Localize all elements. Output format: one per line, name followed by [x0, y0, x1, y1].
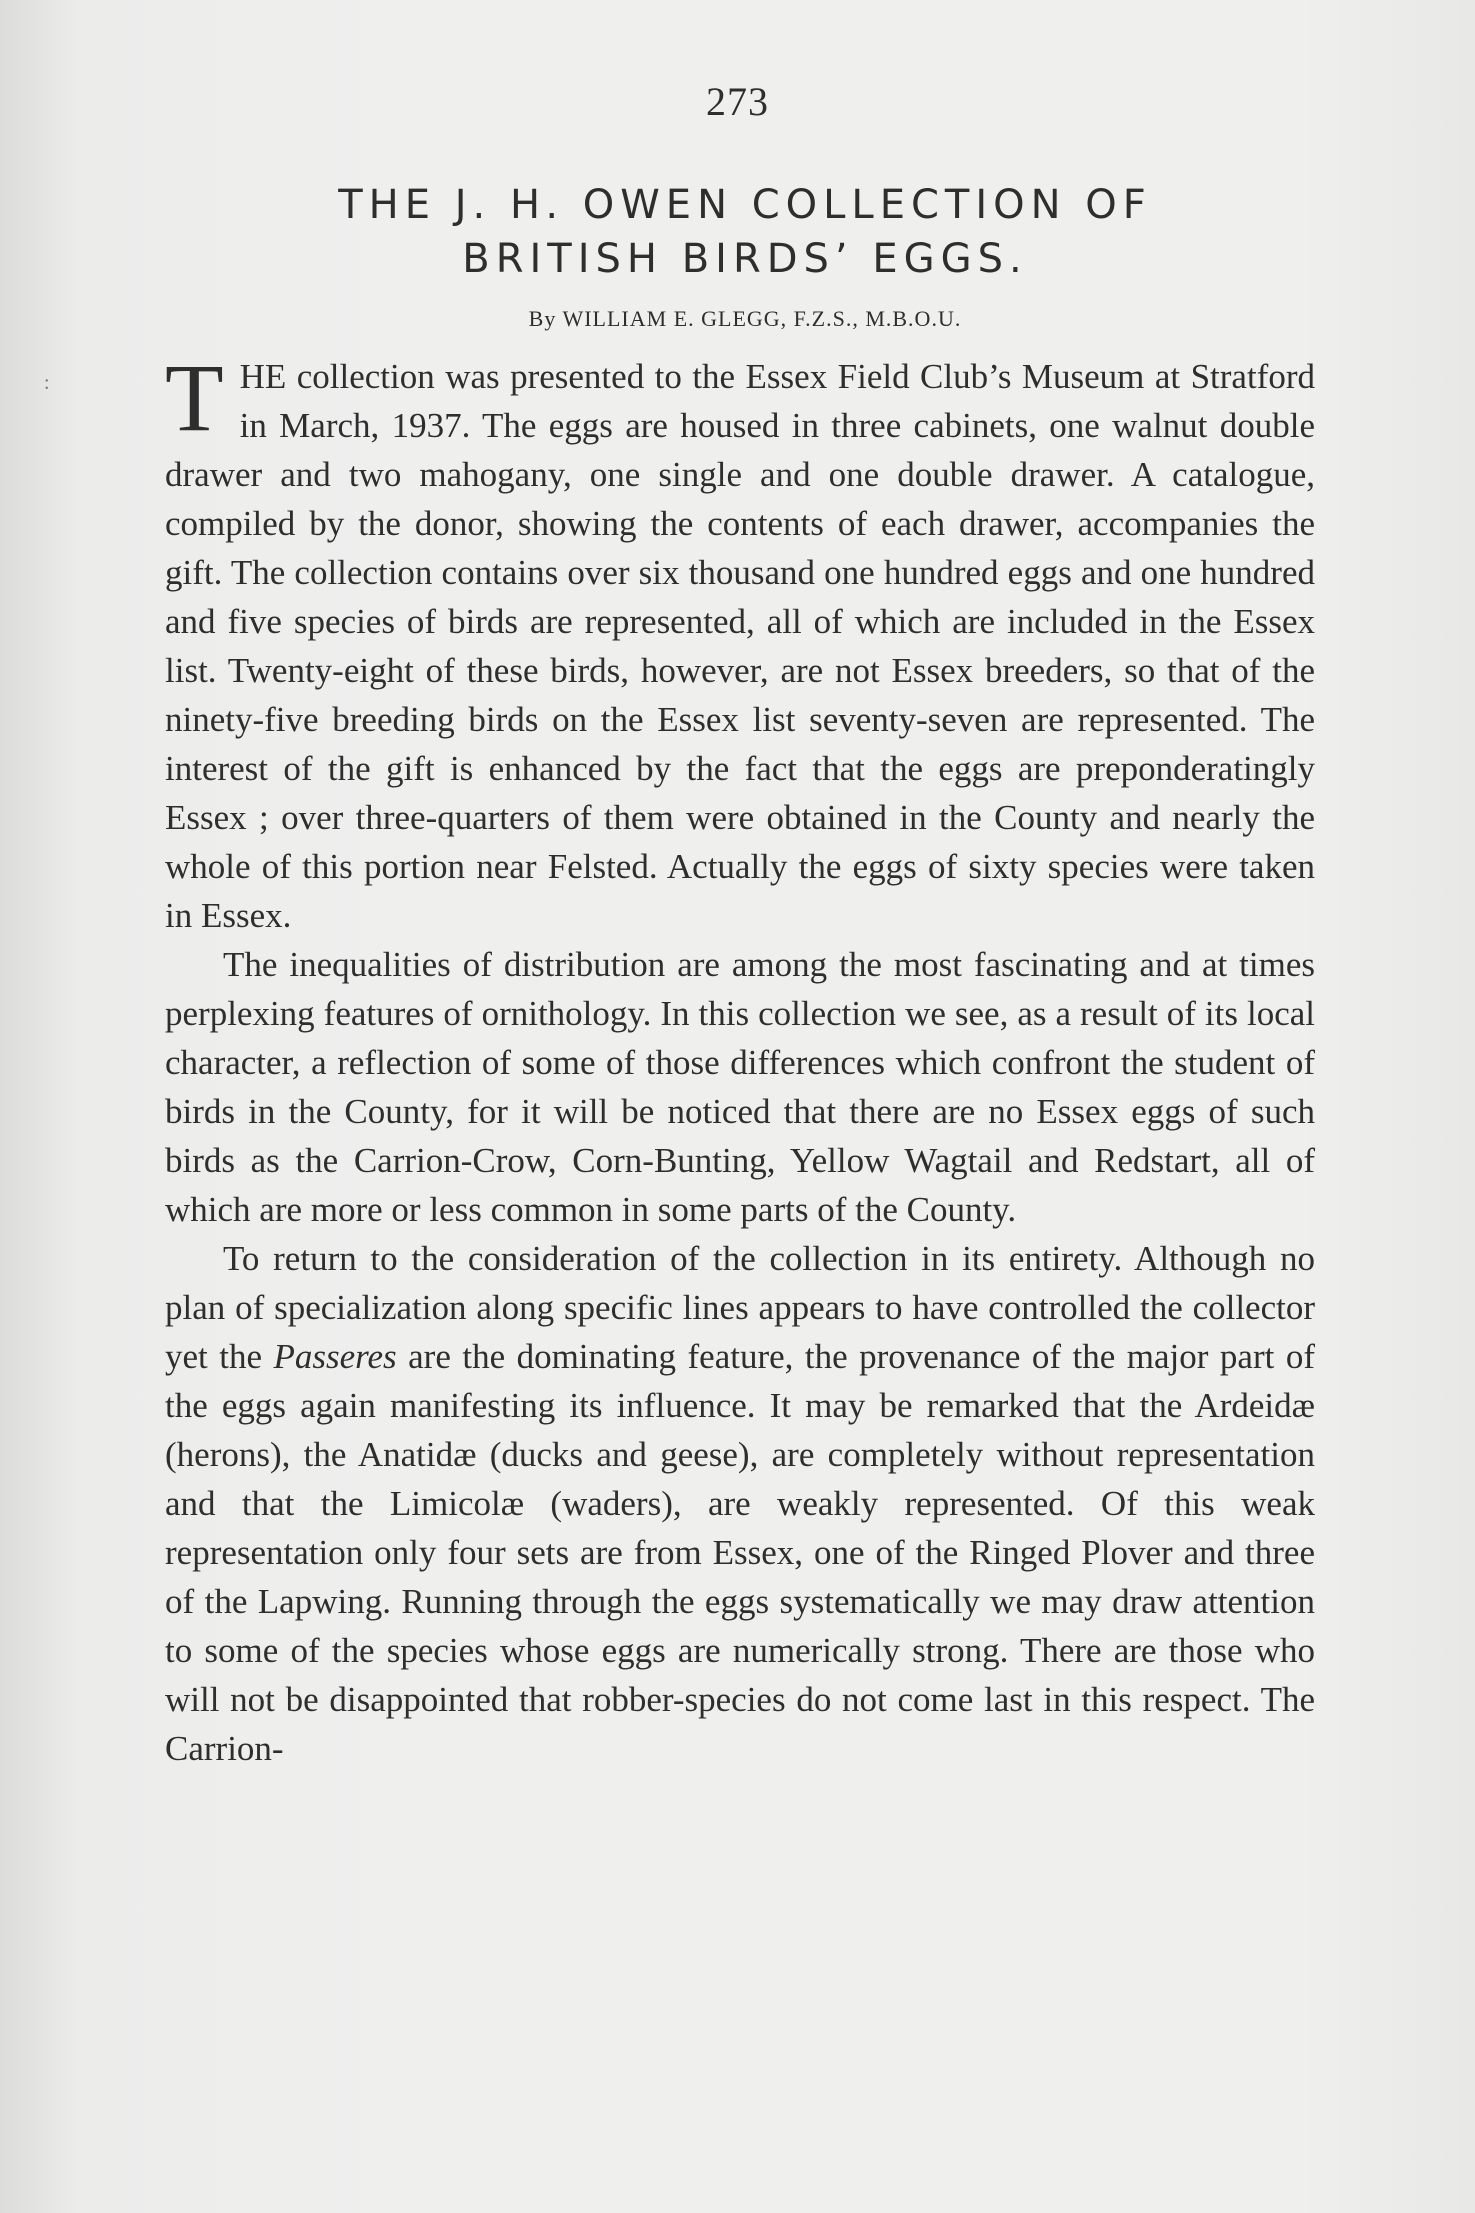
- margin-mark: :: [44, 372, 50, 394]
- paragraph-2: The inequalities of distribution are among the most fascinating and at times perplexing features of ornithology. In this collection we see, as a result of its local character, a reflection of some of those differences which confront the student of birds in the County, for it will be noticed that there are no Essex eggs of such birds as the Carrion-Crow, Corn-Bunting, Yellow Wagtail and Redstart, all of which are more or less common in some parts of the County.: [165, 945, 1315, 1229]
- paragraph-3: [165, 1234, 1315, 1773]
- drop-cap: T: [165, 344, 224, 451]
- paragraph-1-text: HE collection was presented to the Essex Field Club’s Museum at Stratford in March, 1937. The eggs are housed in three cabinets, one walnut double drawer and two mahogany, one single and one double drawer. A catalogue, compiled by the donor, showing the contents of each drawer, accompanies the gift. The collection contains over six thousand one hundred eggs and one hundred and five species of birds are represented, all of which are included in the Essex list. Twenty-eight of these birds, however, are not Essex breeders, so that of the ninety-five breeding birds on the Essex list seventy-seven are represented. The interest of the gift is enhanced by the fact that the eggs are preponderatingly Essex ; over three-quarters of them were obtained in the County and nearly the whole of this portion near Felsted. Actually the eggs of sixty species were taken in Essex.: [165, 357, 1315, 935]
- author-byline: By WILLIAM E. GLEGG, F.Z.S., M.B.O.U.: [528, 306, 962, 331]
- paragraph-1: [165, 344, 1315, 940]
- article-title: [165, 178, 1325, 286]
- paragraph-3-text-b: are the dominating feature, the provenance of the major part of the eggs again manifesting its influence. It may be remarked that the Ardeidæ (herons), the Anatidæ (ducks and geese), are completely without representation and that the Limicolæ (waders), are weakly represented. Of this weak representation only four sets are from Essex, one of the Ringed Plover and three of the Lapwing. Running through the eggs systematically we may draw attention to some of the species whose eggs are numerically strong. There are those who will not be disappointed that robber-species do not come last in this respect. The Carrion-: [165, 1337, 1315, 1768]
- title-line-1: THE J. H. OWEN COLLECTION OF: [338, 182, 1152, 228]
- title-line-2: BRITISH BIRDS’ EGGS.: [462, 236, 1028, 282]
- paragraph-3-text-a: To return to the consideration of the collection in its entirety. Although no plan of specialization along specific lines appears to have controlled the collector yet the: [165, 1239, 1315, 1376]
- article-body: [165, 344, 1315, 1773]
- page-number: 273: [706, 79, 769, 124]
- passeres-italic: Passeres: [273, 1337, 397, 1376]
